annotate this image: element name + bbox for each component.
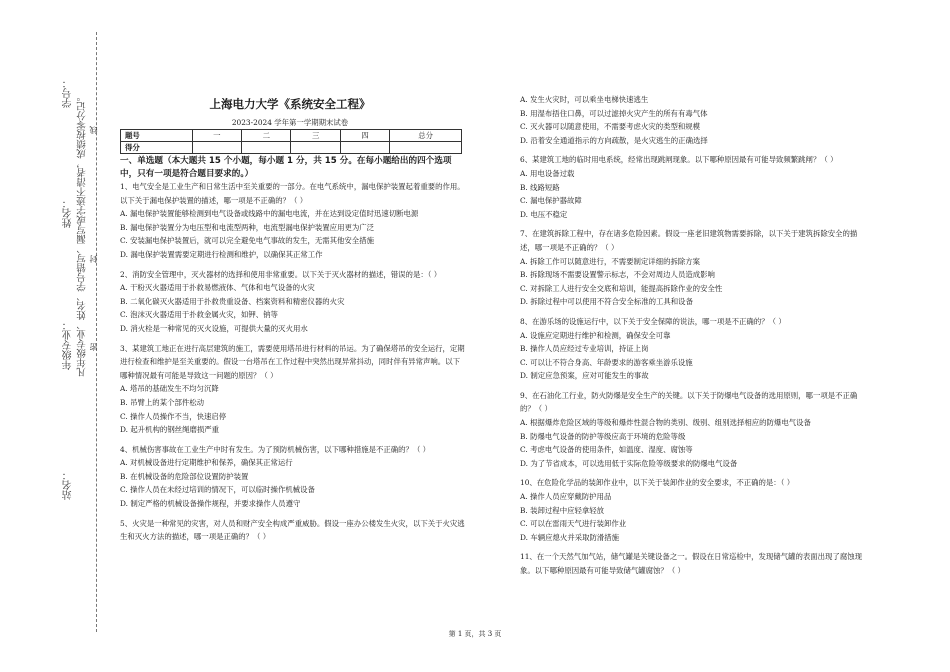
answer-option[interactable]: D. 电压不稳定	[520, 209, 568, 219]
answer-option[interactable]: B. 二氧化碳灭火器适用于扑救贵重设备、档案资料和精密仪器的火灾	[120, 296, 345, 306]
answer-option[interactable]: D. 为了节省成本，可以选用低于实际危险等级要求的防爆电气设备	[520, 458, 738, 468]
question-stem: 6、某建筑工地的临时用电系统，经常出现跳闸现象。以下哪种原因最有可能导致频繁跳闸？（ ）	[520, 155, 838, 165]
answer-option[interactable]: A. 设施应定期进行维护和检测，确保安全可靠	[520, 330, 671, 340]
question-block	[520, 476, 865, 544]
question-stem: 9、在石油化工行业，防火防爆是安全生产的关键。以下关于防爆电气设备的选用原则，哪一项是不正确的？（ ）	[520, 390, 858, 414]
question-block	[520, 93, 865, 147]
question-block	[520, 389, 865, 471]
answer-option[interactable]: C. 可以让不符合身高、年龄要求的游客乘坐游乐设施	[520, 357, 693, 367]
answer-option[interactable]: C. 漏电保护器故障	[520, 196, 582, 206]
exam-subtitle: 2023-2024 学年第一学期期末试卷	[231, 118, 349, 127]
score-table	[120, 129, 462, 154]
question-block	[520, 315, 865, 383]
question-block	[520, 153, 865, 221]
question-stem: 4、机械伤害事故在工业生产中时有发生。为了预防机械伤害，以下哪种措施是不正确的？（ ）	[120, 444, 431, 454]
question-stem: 7、在建筑拆除工程中，存在诸多危险因素。假设一座老旧建筑物需要拆除，以下关于建筑拆除安全的描述，哪一项是不正确的？（ ）	[520, 229, 858, 252]
score-cell[interactable]	[291, 142, 340, 154]
question-stem: 2、消防安全管理中，灭火器材的选择和使用非常重要。以下关于灭火器材的描述，错误的是：（ ）	[120, 269, 442, 279]
name-label: 姓名：	[63, 198, 74, 228]
question-block	[120, 180, 465, 262]
answer-option[interactable]: B. 拆除现场不需要设置警示标志，不会对周边人员造成影响	[520, 270, 715, 280]
answer-option[interactable]: B. 在机械设备的危险部位设置防护装置	[120, 471, 249, 481]
answer-option[interactable]: A. 根据爆炸危险区域的等级和爆炸性混合物的类别、级别、组别选择相应的防爆电气设备	[520, 418, 811, 428]
score-header-cell: 四	[340, 130, 389, 142]
question-stem: 10、在危险化学品的装卸作业中，以下关于装卸作业的安全要求，不正确的是：（ ）	[520, 478, 795, 488]
question-block	[120, 443, 465, 511]
answer-option[interactable]: C. 安装漏电保护装置后，就可以完全避免电气事故的发生，无需其他安全措施	[120, 236, 374, 246]
question-stem: 5、火灾是一种常见的灾害，对人员和财产安全构成严重威胁。假设一座办公楼发生火灾，以下关于火灾逃生和灭火方法的描述，哪一项是正确的？（ ）	[120, 518, 465, 542]
class-label: 年级专业：	[63, 320, 74, 370]
question-stem: 8、在游乐场的设施运行中，以下关于安全保障的说法，哪一项是不正确的？（ ）	[520, 316, 786, 326]
answer-option[interactable]: D. 沿着安全通道指示的方向疏散，是火灾逃生的正确选择	[520, 135, 708, 145]
question-stem: 1、电气安全是工业生产和日常生活中至关重要的一部分。在电气系统中，漏电保护装置起着重要的作用。以下关于漏电保护装置的描述，哪一项是不正确的？（ ）	[120, 182, 465, 205]
score-table-row	[121, 142, 462, 154]
answer-option[interactable]: B. 线路短路	[520, 182, 560, 192]
answer-option[interactable]: D. 起升机构的钢丝绳磨损严重	[120, 425, 220, 435]
question-block	[120, 268, 465, 336]
right-column	[520, 93, 865, 578]
answer-option[interactable]: B. 吊臂上的某个部件松动	[120, 397, 205, 407]
score-header-cell: 总分	[390, 130, 462, 142]
score-cell[interactable]	[340, 142, 389, 154]
answer-option[interactable]: A. 干粉灭火器适用于扑救易燃液体、气体和电气设备的火灾	[120, 283, 315, 293]
answer-option[interactable]: B. 操作人员应经过专业培训，持证上岗	[520, 344, 649, 354]
seal-mark-seal: 封	[89, 255, 98, 263]
score-row-label: 得分	[121, 142, 193, 154]
answer-option[interactable]: C. 操作人员操作不当，快速启停	[120, 411, 227, 421]
answer-option[interactable]: D. 制定应急预案，应对可能发生的事故	[520, 371, 649, 381]
answer-option[interactable]: D. 制定严格的机械设备操作规程，并要求操作人员遵守	[120, 499, 301, 509]
score-table-header	[121, 130, 462, 142]
page-footer: 第 1 页，共 3 页	[448, 630, 502, 638]
answer-option[interactable]: B. 用湿布捂住口鼻，可以过滤掉火灾产生的所有有毒气体	[520, 108, 708, 118]
seal-mark-secret: 密	[89, 343, 98, 351]
question-block	[520, 550, 865, 577]
student-id-label: 学号：	[63, 78, 74, 108]
seal-mark-line: 线	[89, 126, 98, 134]
answer-option[interactable]: A. 用电设备过载	[520, 168, 575, 178]
binding-notice: 凡年级专业、姓名、学号错写、漏写或字迹不清者，成绩按零分记。	[77, 92, 88, 377]
school-label: 站名：	[63, 470, 74, 500]
score-header-cell: 题号	[121, 130, 193, 142]
answer-option[interactable]: B. 装卸过程中应轻拿轻放	[520, 505, 605, 515]
answer-option[interactable]: C. 考虑电气设备的使用条件，如温度、湿度、腐蚀等	[520, 445, 693, 455]
question-stem: 3、某建筑工地正在进行高层建筑的施工，需要使用塔吊进行材料的吊运。为了确保塔吊的安全运行，定期进行检查和维护是至关重要的。假设一台塔吊在工作过程中突然出现异常抖动，同时伴有异常声响。以下哪种情况最有可能是导致这一问题的原因？（ ）	[120, 343, 465, 380]
answer-option[interactable]: A. 拆除工作可以随意进行，不需要制定详细的拆除方案	[520, 256, 701, 266]
score-cell[interactable]	[242, 142, 291, 154]
left-column	[120, 155, 465, 544]
score-cell[interactable]	[390, 142, 462, 154]
answer-option[interactable]: A. 操作人员应穿戴防护用品	[520, 492, 612, 502]
exam-title: 上海电力大学《系统安全工程》	[209, 97, 371, 111]
answer-option[interactable]: D. 消火栓是一种常见的灭火设施，可提供大量的灭火用水	[120, 323, 308, 333]
answer-option[interactable]: C. 泡沫灭火器适用于扑救金属火灾，如钾、钠等	[120, 310, 278, 320]
answer-option[interactable]: C. 对拆除工人进行安全交底和培训，能提高拆除作业的安全性	[520, 283, 723, 293]
score-header-cell: 二	[242, 130, 291, 142]
question-stem: 11、在一个天然气加气站，储气罐是关键设备之一。假设在日常巡检中，发现储气罐的表面出现了腐蚀现象。以下哪种原因最有可能导致储气罐腐蚀？（ ）	[520, 552, 862, 575]
answer-option[interactable]: B. 防爆电气设备的防护等级应高于环境的危险等级	[520, 431, 686, 441]
question-block	[520, 227, 865, 309]
question-block	[120, 342, 465, 437]
answer-option[interactable]: D. 车辆应熄火并采取防滑措施	[520, 532, 620, 542]
answer-option[interactable]: C. 操作人员在未经过培训的情况下，可以临时操作机械设备	[120, 485, 315, 495]
answer-option[interactable]: C. 灭火器可以随意使用，不需要考虑火灾的类型和规模	[520, 122, 701, 132]
score-header-cell: 三	[291, 130, 340, 142]
answer-option[interactable]: D. 拆除过程中可以使用不符合安全标准的工具和设备	[520, 297, 693, 307]
answer-option[interactable]: A. 对机械设备进行定期维护和保养，确保其正常运行	[120, 458, 293, 468]
answer-option[interactable]: A. 塔吊的基础发生不均匀沉降	[120, 384, 219, 394]
question-block	[120, 517, 465, 544]
answer-option[interactable]: A. 漏电保护装置能够检测到电气设备或线路中的漏电电流，并在达到设定值时迅速切断电源	[120, 209, 419, 219]
answer-option[interactable]: A. 发生火灾时，可以乘坐电梯快速逃生	[520, 95, 649, 104]
answer-option[interactable]: C. 可以在雷雨天气进行装卸作业	[520, 519, 627, 529]
binding-dashed-line	[96, 32, 97, 632]
score-cell[interactable]	[192, 142, 241, 154]
answer-option[interactable]: D. 漏电保护装置需要定期进行检测和维护，以确保其正常工作	[120, 249, 323, 259]
section-one-heading: 一、单选题（本大题共 15 个小题，每小题 1 分，共 15 分。在每小题给出的四个选项中，只有一项是符合题目要求的。）	[120, 156, 452, 179]
score-header-cell: 一	[192, 130, 241, 142]
answer-option[interactable]: B. 漏电保护装置分为电压型和电流型两种，电流型漏电保护装置应用更为广泛	[120, 222, 375, 232]
